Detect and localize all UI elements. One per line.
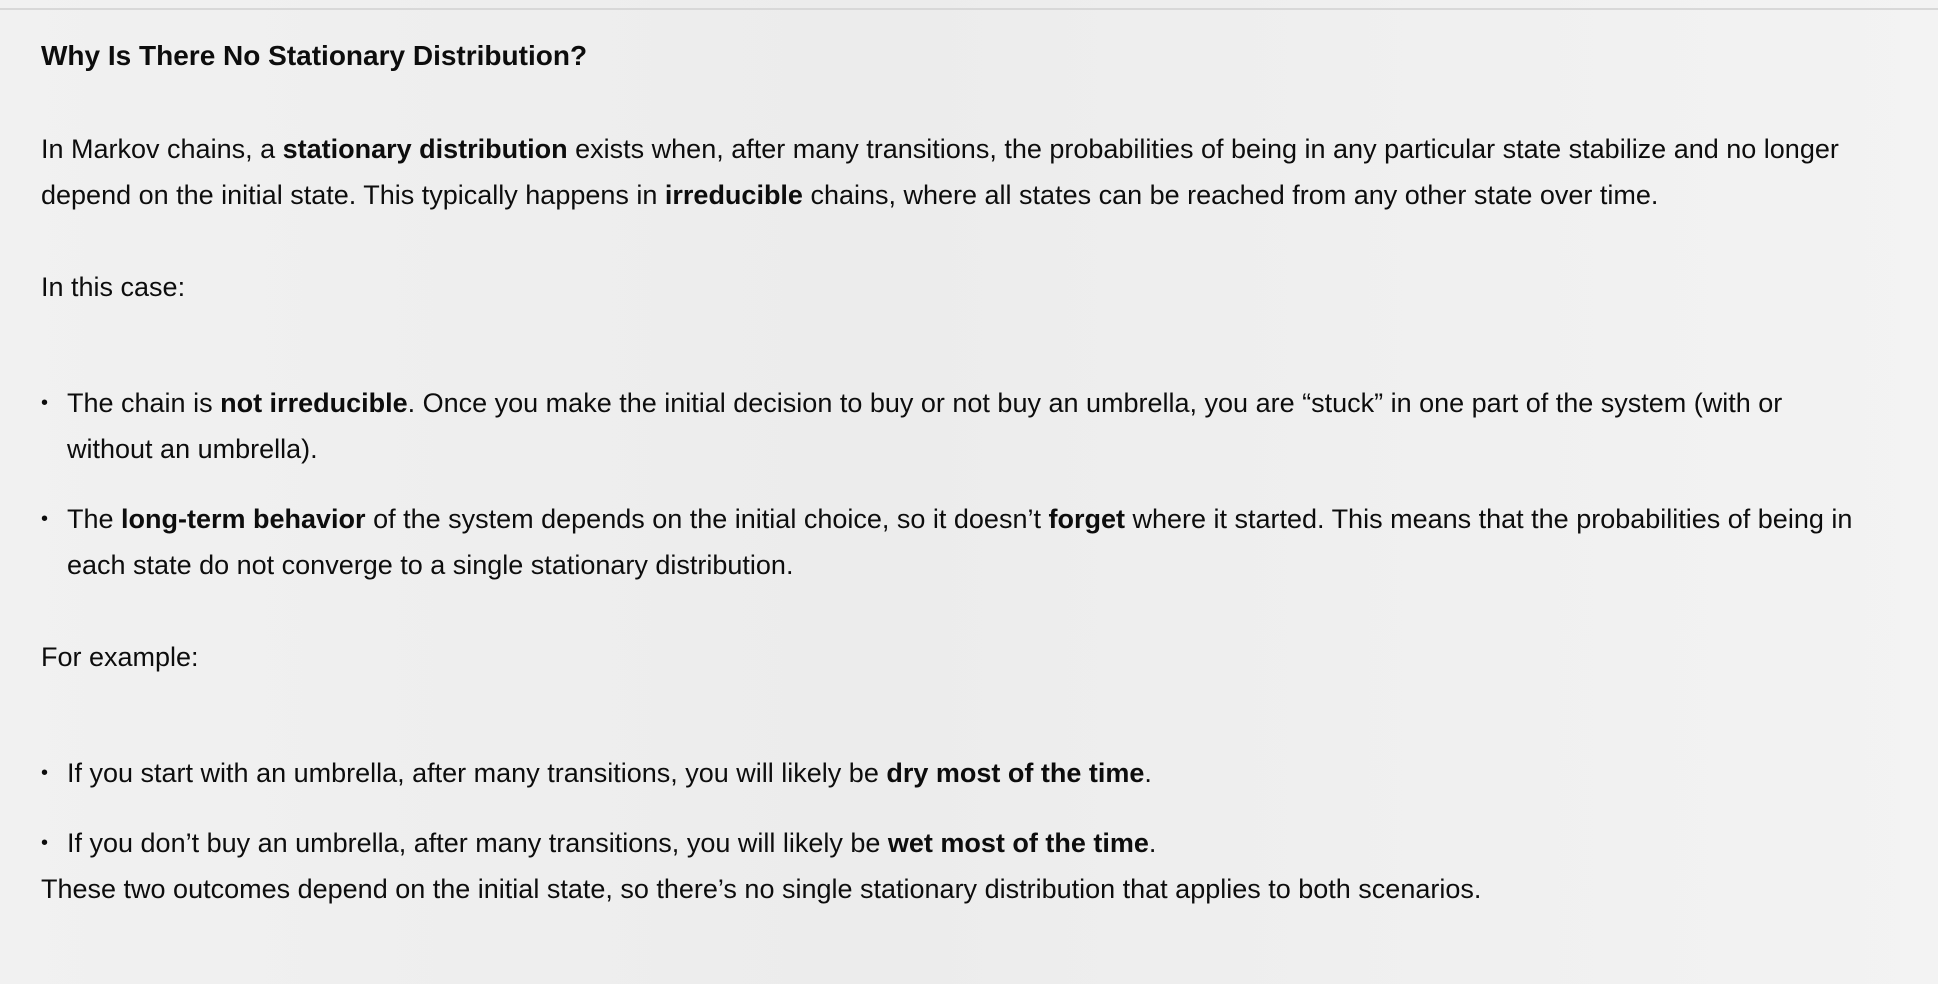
section-heading: Why Is There No Stationary Distribution?: [41, 40, 588, 71]
bullet-glyph: •: [41, 392, 49, 414]
list-item: [41, 820, 1871, 866]
list-item-bold: wet most of the time: [887, 828, 1149, 858]
case-label: In this case:: [41, 272, 186, 302]
bullet-glyph: •: [41, 508, 49, 530]
list-item-bold: dry most of the time: [886, 758, 1145, 788]
top-divider: [0, 8, 1938, 10]
list-item-text: where it started. This means that the probabilities of being in each state do not converge to a single stationary distribution.: [67, 504, 1853, 580]
list-item-bold: not irreducible: [220, 388, 408, 418]
list-item-text: .: [1144, 758, 1152, 788]
list-item: [41, 380, 1871, 472]
list-item-bold: forget: [1048, 504, 1125, 534]
list-item-text: The chain is: [67, 388, 221, 418]
intro-text-1: In Markov chains, a: [41, 134, 283, 164]
list-item-text: .: [1148, 828, 1157, 858]
example-bullet-list: [41, 750, 1871, 866]
list-item-text: The: [67, 504, 122, 534]
intro-bold-1: stationary distribution: [282, 134, 568, 164]
list-item-bold: long-term behavior: [121, 504, 366, 534]
response-content: [41, 36, 1871, 912]
example-label: For example:: [41, 642, 199, 672]
list-item: [41, 750, 1871, 796]
bullet-glyph: •: [41, 762, 49, 784]
intro-text-3: chains, where all states can be reached from any other state over time.: [802, 180, 1659, 210]
intro-paragraph: [41, 126, 1871, 218]
bullet-glyph: •: [41, 832, 49, 854]
list-item-text: of the system depends on the initial choice, so it doesn’t: [365, 504, 1049, 534]
list-item-text: . Once you make the initial decision to buy or not buy an umbrella, you are “stuck” in one part of the system (with or without an umbrella).: [67, 388, 1783, 464]
closing-paragraph: These two outcomes depend on the initial state, so there’s no single stationary distribution that applies to both scenarios.: [41, 874, 1482, 904]
intro-bold-2: irreducible: [664, 180, 803, 210]
intro-text-2: exists when, after many transitions, the probabilities of being in any particular state stabilize and no longer depend on the initial state. This typically happens in: [41, 134, 1839, 210]
list-item-text: If you start with an umbrella, after many transitions, you will likely be: [67, 758, 887, 788]
list-item-text: If you don’t buy an umbrella, after many transitions, you will likely be: [67, 828, 888, 858]
list-item: [41, 496, 1871, 588]
case-bullet-list: [41, 380, 1871, 588]
